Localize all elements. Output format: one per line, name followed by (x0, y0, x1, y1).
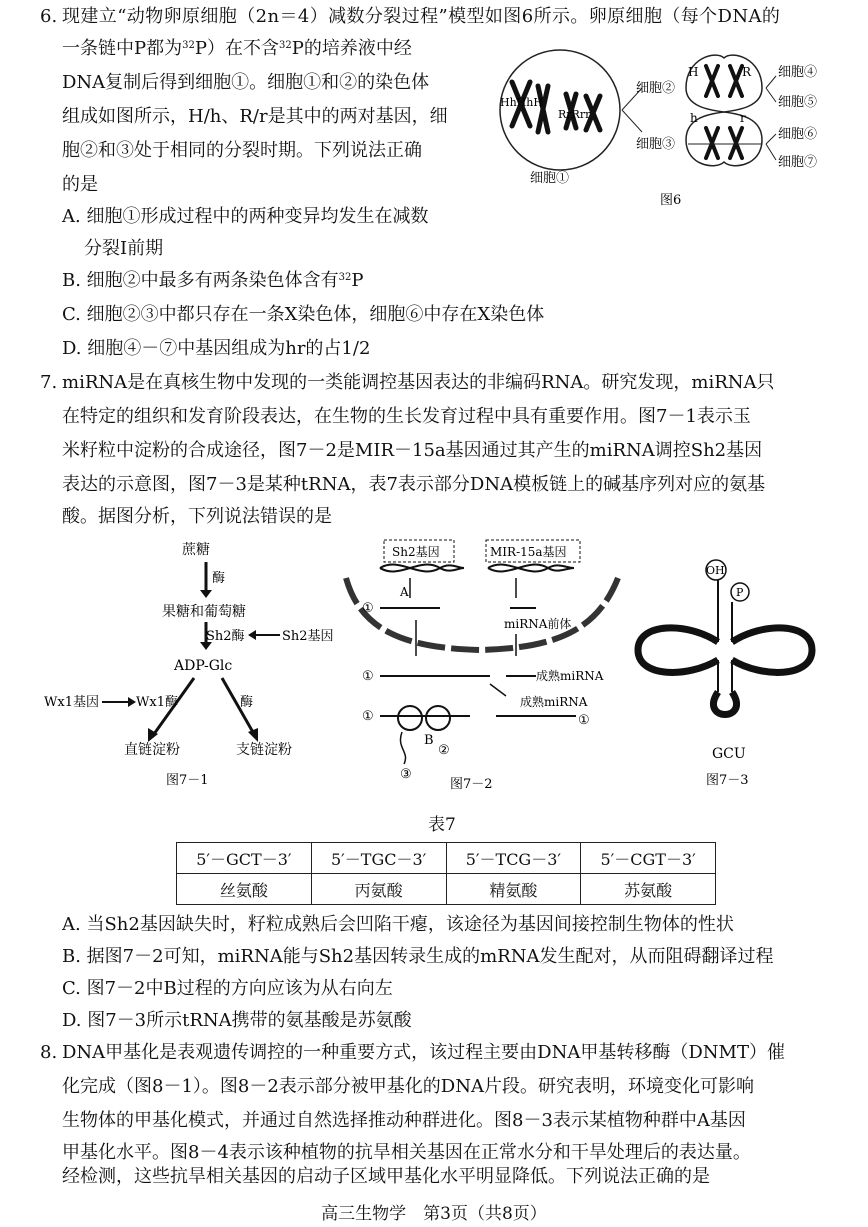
question-8-number: 8. (40, 1042, 58, 1063)
fig72-circle-2: ② (438, 743, 450, 758)
q6-option-a: A. 细胞①形成过程中的两种变异均发生在减数 (62, 206, 429, 227)
q7-option-a: A. 当Sh2基因缺失时，籽粒成熟后会凹陷干瘪，该途径为基因间接控制生物体的性状 (62, 914, 734, 935)
fig72-mature-mirna-1: 成熟miRNA (536, 669, 604, 683)
fig6-label-cell6: 细胞⑥ (778, 127, 818, 142)
table-cell: 苏氨酸 (581, 874, 716, 905)
fig71-sh2-gene: Sh2基因 (282, 629, 334, 644)
fig71-fructose-glucose: 果糖和葡萄糖 (162, 604, 246, 620)
fig71-sucrose: 蔗糖 (182, 542, 210, 558)
table-cell: 丝氨酸 (177, 874, 312, 905)
fig71-wx1-enzyme: Wx1酶 (136, 695, 178, 710)
table-7 (176, 842, 716, 905)
fig71-adp-glc: ADP-Glc (174, 658, 233, 674)
fig71-amylose: 直链淀粉 (124, 742, 180, 758)
q8-line-3: 生物体的甲基化模式，并通过自然选择推动种群进化。图8－3表示某植物种群中A基因 (62, 1110, 746, 1131)
fig73-anticodon: GCU (712, 746, 746, 762)
q6-line-3: DNA复制后得到细胞①。细胞①和②的染色体 (62, 72, 430, 93)
fig6-genes-r: RrRrr (558, 108, 591, 121)
figure-7-2 (340, 538, 628, 790)
q6-line-4: 组成如图所示，H/h、R/r是其中的两对基因，细 (62, 106, 448, 127)
fig6-label-cell2: 细胞② (636, 81, 676, 96)
fig71-enzyme-2: 酶 (240, 695, 254, 710)
q6-option-d: D. 细胞④－⑦中基因组成为hr的占1/2 (62, 338, 371, 359)
fig72-circle-1-top: ① (362, 601, 374, 616)
page-footer: 高三生物学 第3页（共8页） (321, 1204, 547, 1224)
fig71-wx1-gene: Wx1基因 (44, 695, 99, 710)
q8-line-4: 甲基化水平。图8－4表示该种植物的抗旱相关基因在正常水分和干旱处理后的表达量。 (62, 1142, 751, 1163)
fig73-oh: OH (706, 564, 725, 577)
fig72-mirna-precursor: miRNA前体 (504, 617, 572, 631)
fig6-label-cell1: 细胞① (530, 171, 570, 186)
figure-7-3 (628, 552, 838, 790)
fig6-gene-h: h (690, 111, 698, 125)
q6-option-a-cont: 分裂Ⅰ前期 (84, 238, 164, 259)
fig6-caption: 图6 (660, 193, 682, 208)
fig6-label-cell3: 细胞③ (636, 137, 676, 152)
q7-option-b: B. 据图7－2可知，miRNA能与Sh2基因转录生成的mRNA发生配对，从而阻碍翻译过程 (62, 946, 774, 967)
fig73-caption: 图7－3 (706, 773, 749, 788)
q7-line-2: 在特定的组织和发育阶段表达，在生物的生长发育过程中具有重要作用。图7－1表示玉 (62, 406, 751, 427)
fig6-gene-r: r (740, 111, 746, 125)
q6-option-b: B. 细胞②中最多有两条染色体含有$^{32}$P (62, 270, 364, 291)
table-cell: 丙氨酸 (311, 874, 446, 905)
q6-line-1: 现建立“动物卵原细胞（2n＝4）减数分裂过程”模型如图6所示。卵原细胞（每个DNA的 (62, 6, 781, 27)
fig72-circle-1-right: ① (578, 713, 590, 728)
q7-option-c: C. 图7－2中B过程的方向应该为从右向左 (62, 978, 393, 999)
table-cell: 精氨酸 (446, 874, 581, 905)
fig72-caption: 图7－2 (450, 777, 493, 790)
q6-line-6: 的是 (62, 174, 98, 195)
table-7-row-amino (177, 874, 716, 905)
q6-line-5: 胞②和③处于相同的分裂时期。下列说法正确 (62, 140, 422, 161)
table-7-row-seq (177, 843, 716, 874)
fig72-circle-3: ③ (400, 767, 412, 782)
q7-line-3: 米籽粒中淀粉的合成途径，图7－2是MIR－15a基因通过其产生的miRNA调控Sh2基因 (62, 440, 763, 461)
fig72-mir-gene: MIR-15a基因 (490, 545, 567, 559)
table-cell: 5′－TGC－3′ (311, 843, 446, 874)
q7-line-5: 酸。据图分析，下列说法错误的是 (62, 506, 332, 527)
q8-line-2: 化完成（图8－1）。图8－2表示部分被甲基化的DNA片段。研究表明，环境变化可影响 (62, 1076, 754, 1097)
question-7-number: 7. (40, 372, 58, 393)
q8-line-1: DNA甲基化是表观遗传调控的一种重要方式，该过程主要由DNA甲基转移酶（DNMT）催 (62, 1042, 785, 1063)
fig6-label-cell7: 细胞⑦ (778, 155, 818, 170)
fig6-genes-h: HhHhH (500, 96, 543, 109)
fig72-circle-1-mid: ① (362, 669, 374, 684)
table-cell: 5′－GCT－3′ (177, 843, 312, 874)
q7-option-d: D. 图7－3所示tRNA携带的氨基酸是苏氨酸 (62, 1010, 412, 1031)
fig71-amylopectin: 支链淀粉 (236, 742, 292, 758)
figure-6 (490, 36, 838, 208)
figure-7-1 (44, 538, 334, 790)
fig71-enzyme: 酶 (212, 571, 226, 586)
fig6-gene-H: H (688, 65, 699, 79)
fig72-label-B: B (424, 733, 434, 748)
question-6-number: 6. (40, 6, 58, 27)
fig73-p: P (736, 586, 744, 599)
q7-line-4: 表达的示意图，图7－3是某种tRNA，表7表示部分DNA模板链上的碱基序列对应的氨基 (62, 474, 766, 495)
fig6-label-cell4: 细胞④ (778, 65, 818, 80)
table-cell: 5′－CGT－3′ (581, 843, 716, 874)
fig6-label-cell5: 细胞⑤ (778, 95, 818, 110)
fig6-gene-R: R (742, 65, 752, 79)
fig71-sh2-enzyme: Sh2酶 (206, 629, 245, 644)
fig72-mature-mirna-2: 成熟miRNA (520, 695, 588, 709)
fig72-sh2-gene: Sh2基因 (392, 545, 440, 559)
fig72-label-A: A (400, 585, 409, 599)
fig72-circle-1-bot: ① (362, 709, 374, 724)
q8-line-5: 经检测，这些抗旱相关基因的启动子区域甲基化水平明显降低。下列说法正确的是 (62, 1166, 710, 1187)
q6-line-2: 一条链中P都为$^{32}$P）在不含$^{32}$P的培养液中经 (62, 38, 412, 59)
table-7-title: 表7 (428, 815, 456, 835)
fig71-caption: 图7－1 (166, 773, 209, 788)
table-cell: 5′－TCG－3′ (446, 843, 581, 874)
q7-line-1: miRNA是在真核生物中发现的一类能调控基因表达的非编码RNA。研究发现，miRNA只 (62, 372, 775, 393)
q6-option-c: C. 细胞②③中都只存在一条X染色体，细胞⑥中存在X染色体 (62, 304, 545, 325)
